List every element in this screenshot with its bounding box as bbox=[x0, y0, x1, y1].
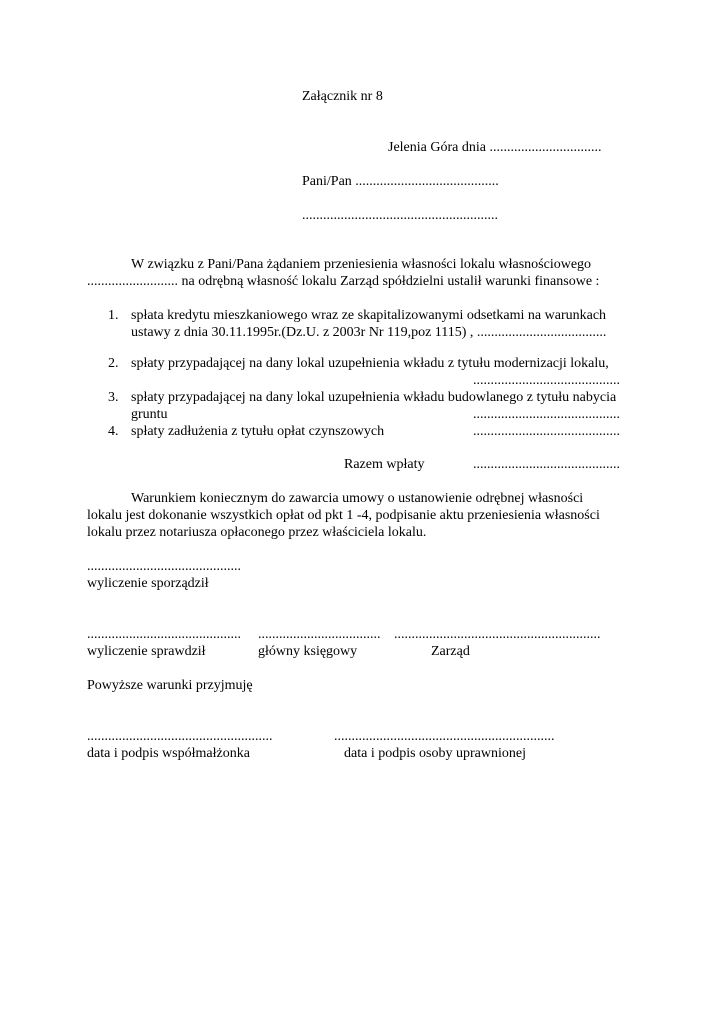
spouse-signature-line: ..................................................... bbox=[87, 729, 273, 744]
total-amount: .......................................... bbox=[473, 457, 620, 472]
total-label: Razem wpłaty bbox=[344, 457, 425, 472]
condition-line-2: lokalu jest dokonanie wszystkich opłat od pkt 1 -4, podpisanie aktu przeniesienia własności bbox=[87, 508, 600, 523]
recipient-line-2: ........................................................ bbox=[302, 208, 498, 223]
acceptance-text: Powyższe warunki przyjmuję bbox=[87, 678, 253, 693]
attachment-title: Załącznik nr 8 bbox=[302, 89, 383, 104]
checked-signature-line: ............................................ bbox=[87, 627, 241, 642]
item-text: spłaty przypadającej na dany lokal uzupełnienia wkładu z tytułu modernizacji lokalu, bbox=[131, 356, 609, 371]
authorized-signature-line: ............................................................... bbox=[334, 729, 555, 744]
item-number: 3. bbox=[108, 390, 119, 405]
place-date-line: Jelenia Góra dnia ................................ bbox=[388, 140, 602, 155]
board-label: Zarząd bbox=[431, 644, 470, 659]
item-text: ustawy z dnia 30.11.1995r.(Dz.U. z 2003r Nr 119,poz 1115) , ..................................... bbox=[131, 325, 607, 340]
item-number: 4. bbox=[108, 424, 119, 439]
item-number: 2. bbox=[108, 356, 119, 371]
accountant-signature-line: ................................... bbox=[258, 627, 381, 642]
condition-line-3: lokalu przez notariusza opłaconego przez właściciela lokalu. bbox=[87, 525, 427, 540]
intro-line-2: .......................... na odrębną własność lokalu Zarząd spółdzielni ustalił warunki finansowe : bbox=[87, 274, 600, 289]
item-text: spłaty zadłużenia z tytułu opłat czynszowych bbox=[131, 424, 385, 439]
accountant-label: główny księgowy bbox=[258, 644, 358, 659]
authorized-label: data i podpis osoby uprawnionej bbox=[344, 746, 526, 761]
board-signature-line: ........................................................... bbox=[394, 627, 601, 642]
item-amount: .......................................... bbox=[473, 424, 620, 439]
item-text: gruntu bbox=[131, 407, 168, 422]
checked-label: wyliczenie sprawdził bbox=[87, 644, 206, 659]
condition-line-1: Warunkiem koniecznym do zawarcia umowy o ustanowienie odrębnej własności bbox=[131, 491, 584, 506]
prepared-label: wyliczenie sporządził bbox=[87, 576, 209, 591]
intro-line-1: W związku z Pani/Pana żądaniem przeniesienia własności lokalu własnościowego bbox=[131, 257, 592, 272]
spouse-label: data i podpis współmałżonka bbox=[87, 746, 250, 761]
item-text: spłata kredytu mieszkaniowego wraz ze skapitalizowanymi odsetkami na warunkach bbox=[131, 308, 607, 323]
recipient-line: Pani/Pan ......................................... bbox=[302, 174, 499, 189]
prepared-signature-line: ............................................ bbox=[87, 559, 241, 574]
item-amount: .......................................... bbox=[473, 407, 620, 422]
item-amount: .......................................... bbox=[473, 373, 620, 388]
item-number: 1. bbox=[108, 308, 119, 323]
item-text: spłaty przypadającej na dany lokal uzupełnienia wkładu budowlanego z tytułu nabycia bbox=[131, 390, 617, 405]
